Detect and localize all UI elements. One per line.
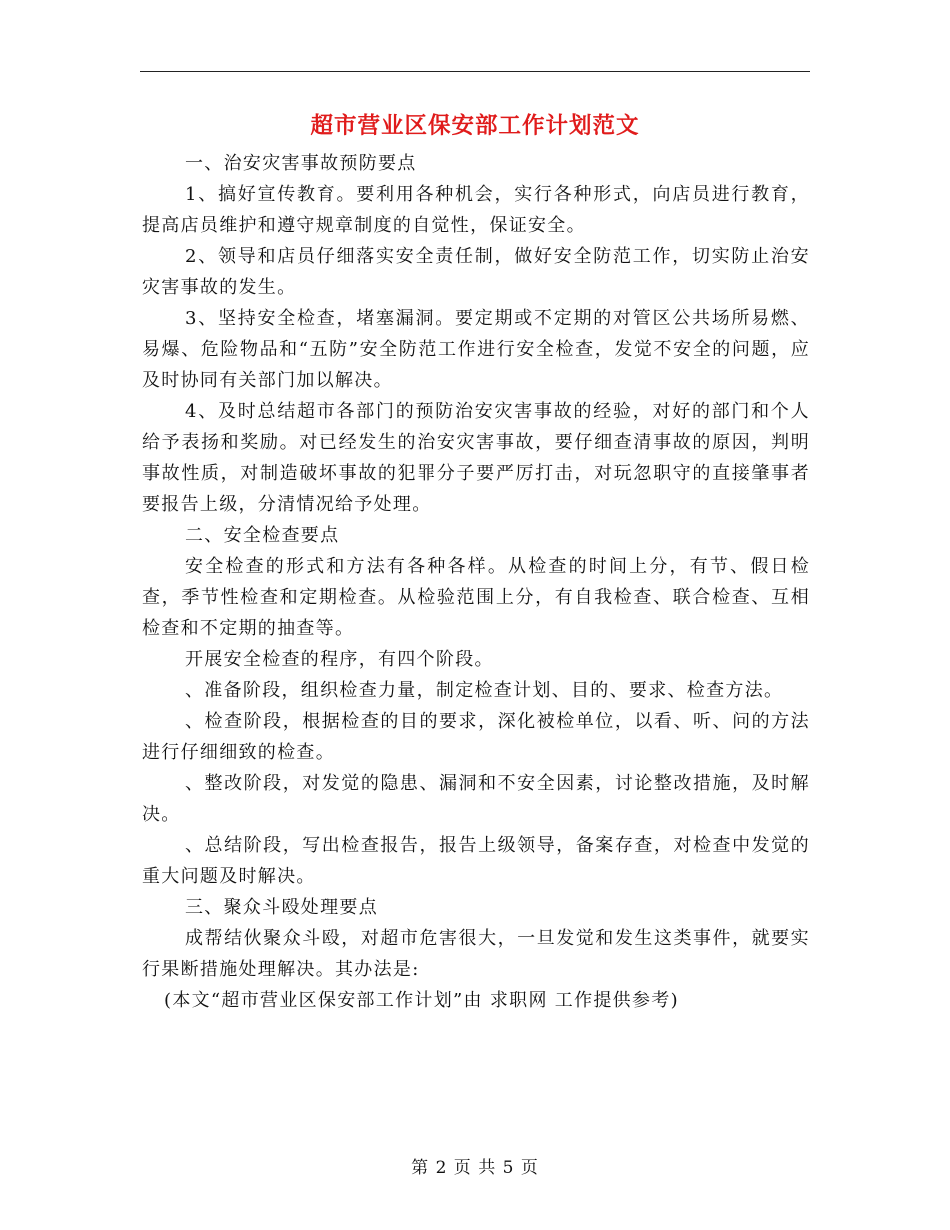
document-body (142, 148, 810, 1016)
paragraph: 安全检查的形式和方法有各种各样。从检查的时间上分，有节、假日检查，季节性检查和定期检查。从检验范围上分，有自我检查、联合检查、互相检查和不定期的抽查等。 (142, 556, 810, 639)
section-heading: 二、安全检查要点 (185, 525, 340, 546)
paragraph: 成帮结伙聚众斗殴，对超市危害很大，一旦发觉和发生这类事件，就要实行果断措施处理解决。其办法是: (142, 928, 810, 980)
paragraph: 4、及时总结超市各部门的预防治安灾害事故的经验，对好的部门和个人给予表扬和奖励。对已经发生的治安灾害事故，要仔细查清事故的原因，判明事故性质，对制造破坏事故的犯罪分子要严厉打击，对玩忽职守的直接肇事者要报告上级，分清情况给予处理。 (142, 401, 810, 515)
section-heading: 三、聚众斗殴处理要点 (185, 897, 378, 918)
section-heading: 一、治安灾害事故预防要点 (185, 153, 417, 174)
paragraph: 、检查阶段，根据检查的目的要求，深化被检单位，以看、听、问的方法进行仔细细致的检查。 (142, 711, 810, 763)
page-number: 第 2 页 共 5 页 (411, 1158, 539, 1178)
paragraph: 、总结阶段，写出检查报告，报告上级领导，备案存查，对检查中发觉的重大问题及时解决。 (142, 835, 810, 887)
paragraph: 、整改阶段，对发觉的隐患、漏洞和不安全因素，讨论整改措施，及时解决。 (142, 773, 810, 825)
paragraph: 、准备阶段，组织检查力量，制定检查计划、目的、要求、检查方法。 (185, 680, 784, 701)
paragraph: 1、搞好宣传教育。要利用各种机会，实行各种形式，向店员进行教育，提高店员维护和遵守规章制度的自觉性，保证安全。 (142, 184, 810, 236)
paragraph: 开展安全检查的程序，有四个阶段。 (185, 649, 494, 670)
header-rule (140, 71, 810, 72)
document-title: 超市营业区保安部工作计划范文 (310, 113, 640, 139)
paragraph: 3、坚持安全检查，堵塞漏洞。要定期或不定期的对管区公共场所易燃、易爆、危险物品和“五防”安全防范工作进行安全检查，发觉不安全的问题，应及时协同有关部门加以解决。 (142, 308, 810, 391)
paragraph: 2、领导和店员仔细落实安全责任制，做好安全防范工作，切实防止治安灾害事故的发生。 (142, 246, 810, 298)
source-note: (本文“超市营业区保安部工作计划”由 求职网 工作提供参考) (164, 990, 679, 1011)
